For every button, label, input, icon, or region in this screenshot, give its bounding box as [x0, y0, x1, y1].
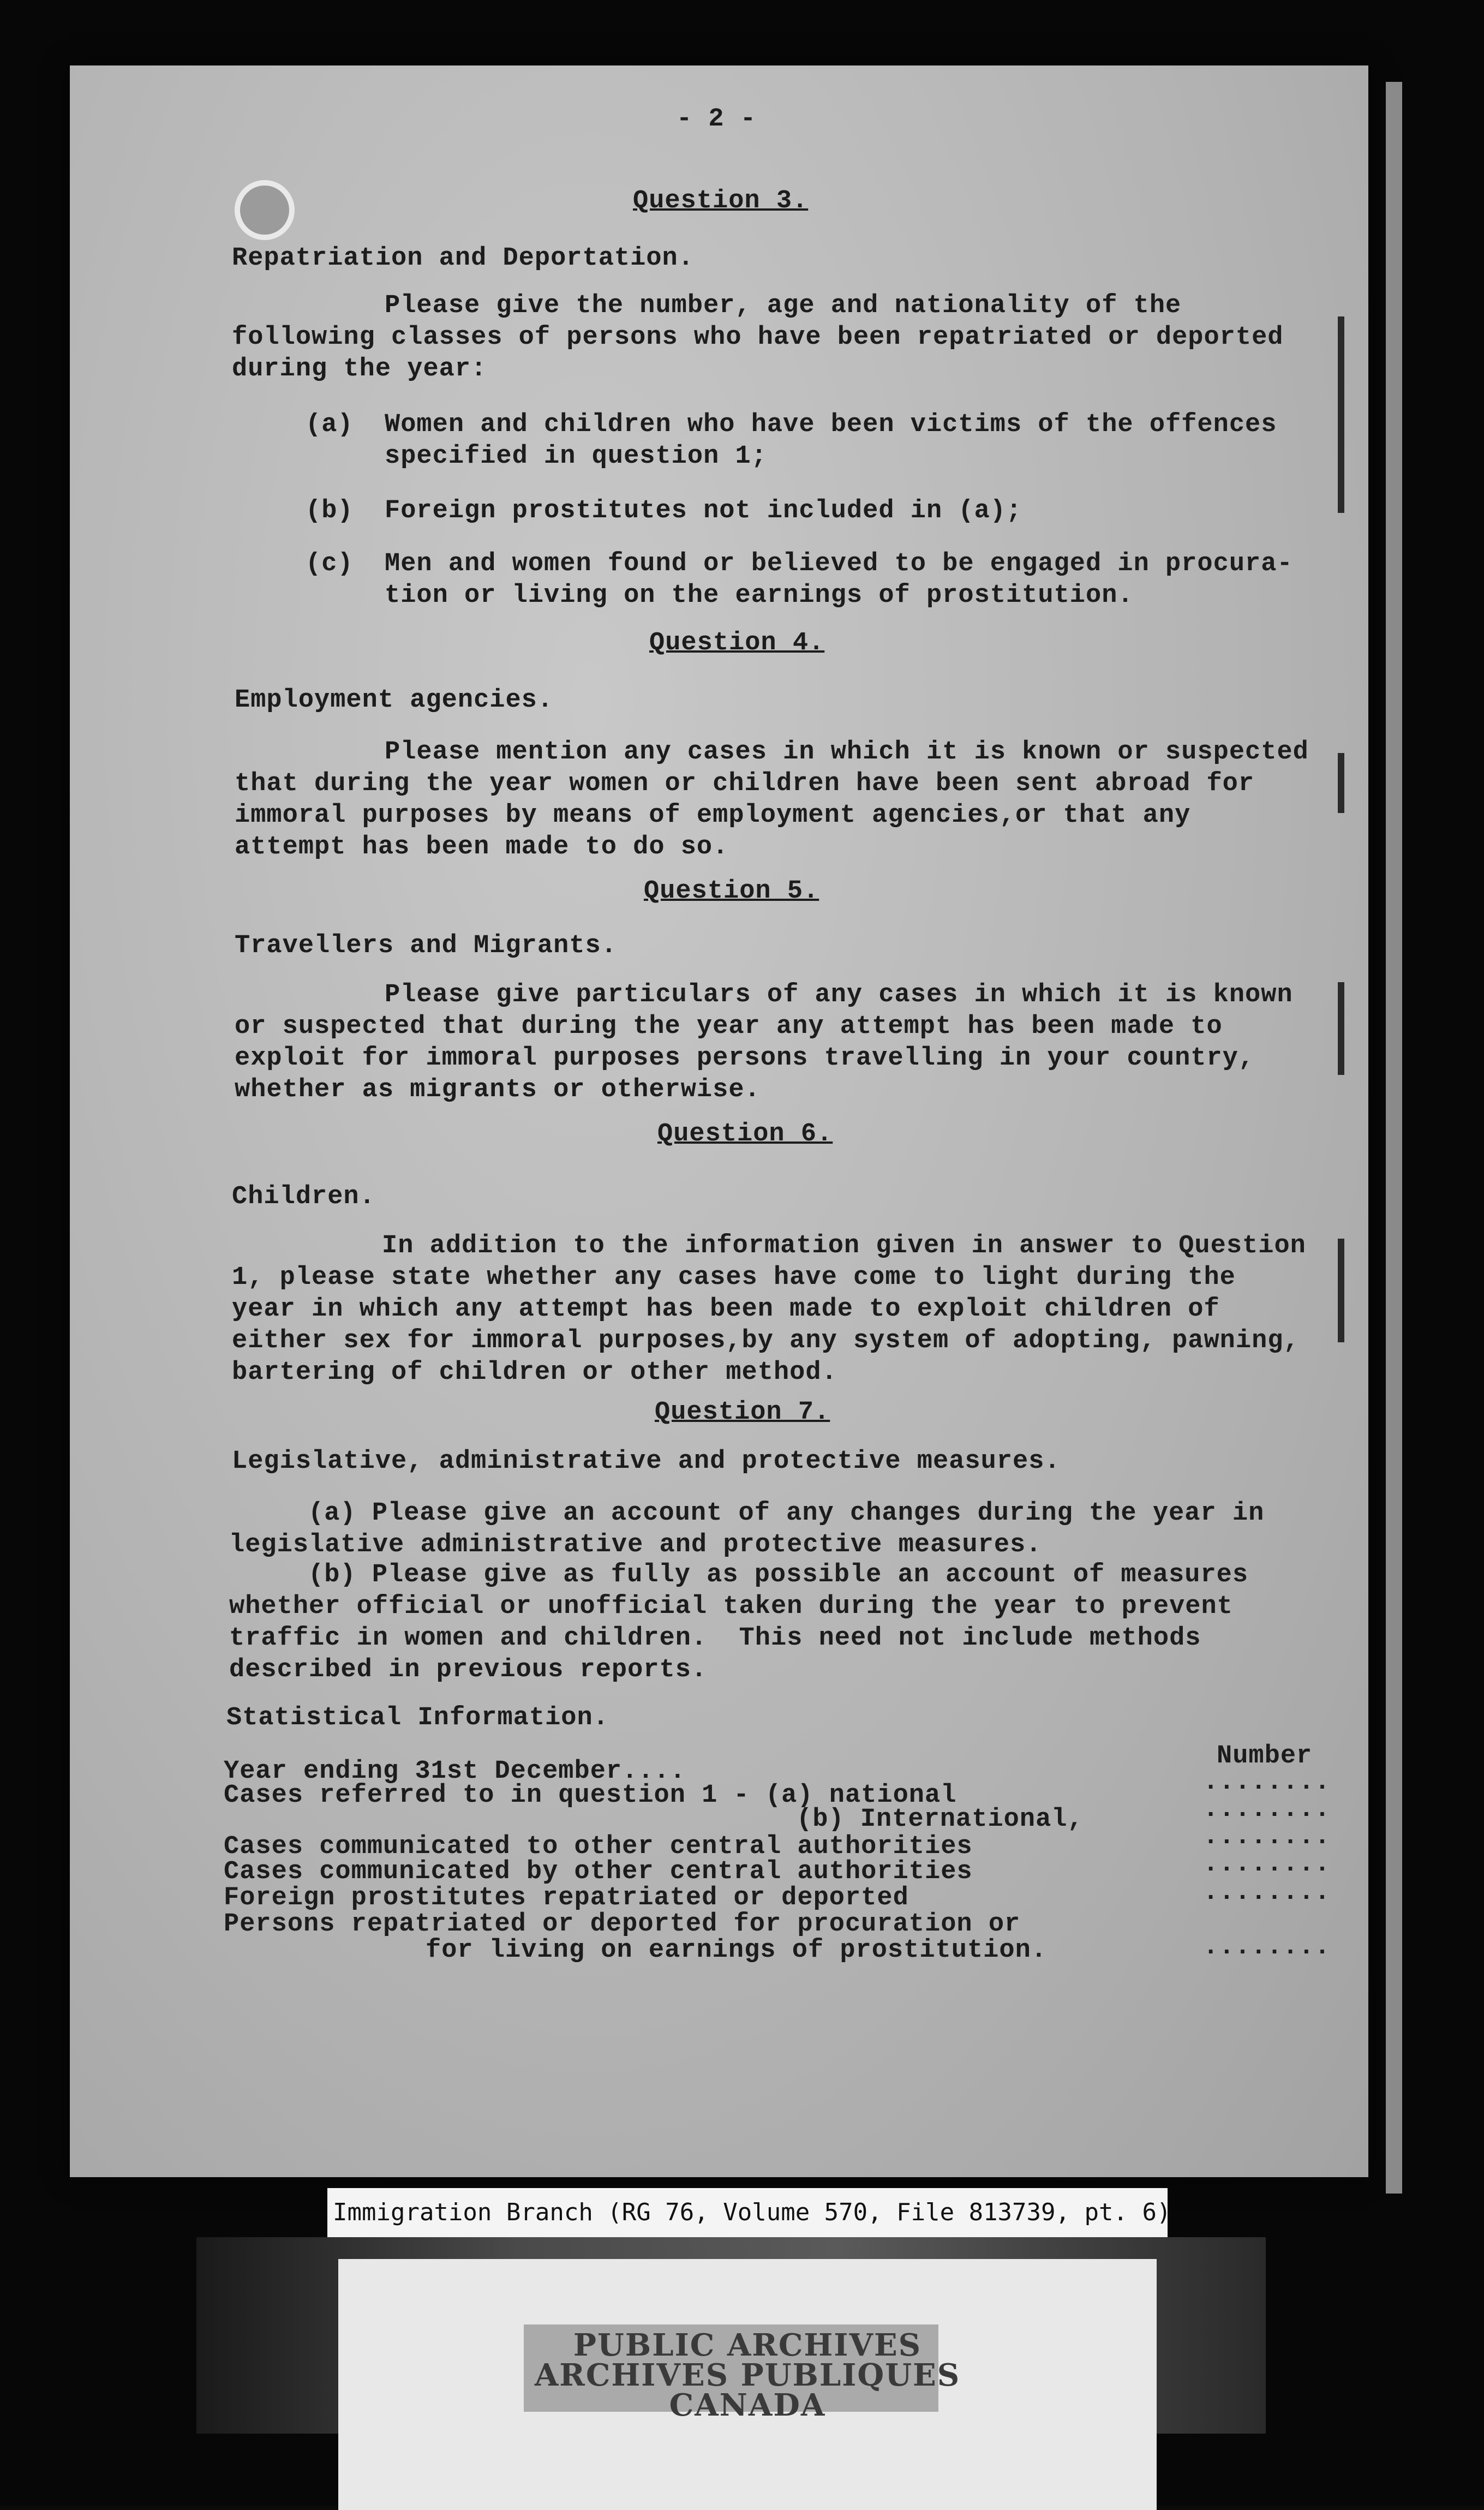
- question-4-heading: Question 4.: [649, 629, 825, 658]
- text-line: specified in question 1;: [385, 442, 767, 471]
- text-line: 1, please state whether any cases have come to light during the: [232, 1263, 1236, 1292]
- text-line: Please mention any cases in which it is known or suspected: [385, 738, 1309, 767]
- text-line: that during the year women or children have been sent abroad for: [235, 769, 1255, 798]
- question-5-heading: Question 5.: [644, 877, 819, 906]
- margin-mark: [1338, 753, 1344, 813]
- text-line: tion or living on the earnings of prostitution.: [385, 581, 1134, 610]
- text-line: following classes of persons who have been repatriated or deported: [232, 323, 1284, 352]
- text-line: bartering of children or other method.: [232, 1358, 837, 1387]
- text-line: legislative administrative and protective measures.: [229, 1531, 1042, 1559]
- stamp-line-3: CANADA: [669, 2387, 826, 2423]
- margin-mark: [1338, 982, 1344, 1075]
- question-3-heading: Question 3.: [633, 187, 809, 216]
- page-number: - 2 -: [677, 105, 757, 134]
- stats-row: Cases communicated by other central authorities: [224, 1857, 973, 1886]
- stats-row: Foreign prostitutes repatriated or deported: [224, 1884, 909, 1913]
- statistics-heading: Statistical Information.: [226, 1704, 609, 1732]
- text-line: during the year:: [232, 355, 487, 384]
- question-6-subject: Children.: [232, 1182, 375, 1211]
- stats-row: Persons repatriated or deported for procuration or: [224, 1910, 1021, 1939]
- margin-mark: [1338, 316, 1344, 513]
- number-field: ........: [1203, 1822, 1331, 1851]
- item-marker: (b): [306, 497, 354, 525]
- text-line: Women and children who have been victims of the offences: [385, 410, 1277, 439]
- text-line: whether as migrants or otherwise.: [235, 1075, 761, 1104]
- text-line: traffic in women and children. This need not include methods: [229, 1624, 1201, 1653]
- text-line: Please give the number, age and nationality of the: [385, 291, 1182, 320]
- item-marker: (c): [306, 549, 354, 578]
- question-7-subject: Legislative, administrative and protective measures.: [232, 1447, 1061, 1476]
- page-edge-strip: [1386, 82, 1402, 2194]
- archive-reference-label: Immigration Branch (RG 76, Volume 570, File 813739, pt. 6): [327, 2188, 1168, 2237]
- number-field: ........: [1203, 1768, 1331, 1797]
- stats-row: Cases referred to in question 1 - (a) national: [224, 1781, 957, 1810]
- stamp-line-2: ARCHIVES PUBLIQUES: [534, 2357, 961, 2393]
- text-line: Men and women found or believed to be engaged in procura-: [385, 549, 1293, 578]
- text-line: (a) Please give an account of any changes during the year in: [308, 1499, 1265, 1528]
- stats-row: Cases communicated to other central authorities: [224, 1832, 973, 1861]
- item-marker: (a): [306, 410, 354, 439]
- text-line: exploit for immoral purposes persons travelling in your country,: [235, 1044, 1255, 1073]
- question-7-heading: Question 7.: [655, 1398, 830, 1427]
- stats-row: (b) International,: [797, 1805, 1084, 1834]
- stats-row: for living on earnings of prostitution.: [426, 1936, 1047, 1965]
- question-4-subject: Employment agencies.: [235, 686, 554, 715]
- stats-row: Year ending 31st December....: [224, 1757, 686, 1786]
- punch-hole: [235, 180, 295, 240]
- text-line: (b) Please give as fully as possible an account of measures: [308, 1561, 1249, 1589]
- text-line: immoral purposes by means of employment agencies,or that any: [235, 801, 1191, 830]
- question-6-heading: Question 6.: [657, 1120, 833, 1149]
- text-line: or suspected that during the year any attempt has been made to: [235, 1012, 1223, 1041]
- text-line: year in which any attempt has been made to exploit children of: [232, 1295, 1220, 1324]
- margin-mark: [1338, 1239, 1344, 1342]
- number-field: ........: [1203, 1850, 1331, 1879]
- text-line: either sex for immoral purposes,by any system of adopting, pawning,: [232, 1326, 1300, 1355]
- text-line: Foreign prostitutes not included in (a);: [385, 497, 1022, 525]
- text-line: In addition to the information given in answer to Question: [382, 1232, 1306, 1260]
- number-field: ........: [1203, 1878, 1331, 1907]
- text-line: Please give particulars of any cases in which it is known: [385, 981, 1293, 1009]
- question-5-subject: Travellers and Migrants.: [235, 931, 617, 960]
- text-line: whether official or unofficial taken during the year to prevent: [229, 1592, 1233, 1621]
- number-field: ........: [1203, 1795, 1331, 1824]
- text-line: attempt has been made to do so.: [235, 833, 729, 862]
- question-3-subject: Repatriation and Deportation.: [232, 244, 694, 273]
- text-line: described in previous reports.: [229, 1656, 708, 1684]
- number-field: ........: [1203, 1933, 1331, 1962]
- number-column-header: Number: [1217, 1742, 1313, 1771]
- stamp-line-1: PUBLIC ARCHIVES: [573, 2327, 922, 2363]
